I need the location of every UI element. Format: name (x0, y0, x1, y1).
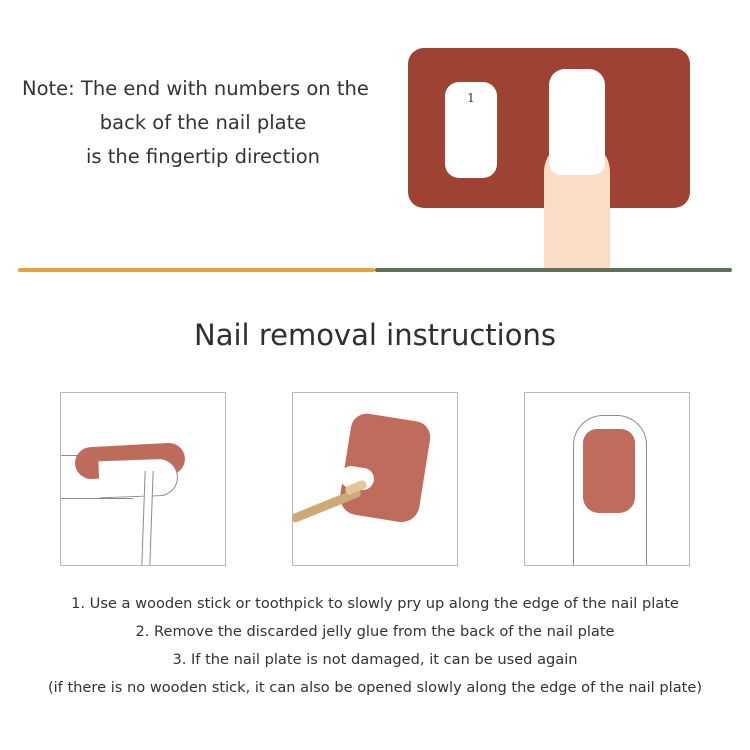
finger-edge-line-bottom (61, 498, 133, 499)
nail-plate-number-left: 1 (467, 90, 475, 105)
finger-outline (98, 458, 178, 499)
divider-left-segment (18, 268, 375, 272)
instruction-panels (0, 392, 750, 566)
nail-plate-shape (583, 429, 635, 513)
instruction-steps (0, 590, 750, 702)
panel-reuse-nail-plate (524, 392, 690, 566)
wooden-stick (141, 471, 153, 565)
nail-plate-right (549, 69, 605, 175)
panel-pry-up-nail (60, 392, 226, 566)
section-divider (18, 268, 732, 272)
note-text-block (18, 72, 388, 174)
note-line-2: back of the nail plate (99, 111, 307, 134)
panel-remove-jelly-glue (292, 392, 458, 566)
section-title: Nail removal instructions (194, 318, 556, 352)
step-2: 2. Remove the discarded jelly glue from the back of the nail plate (135, 623, 615, 640)
step-3: 3. If the nail plate is not damaged, it can be used again (172, 651, 578, 668)
note-section (0, 0, 750, 250)
step-note: (if there is no wooden stick, it can also be opened slowly along the edge of the nail plate) (47, 679, 703, 696)
step-1: 1. Use a wooden stick or toothpick to slowly pry up along the edge of the nail plate (71, 595, 679, 612)
note-line-1: Note: The end with numbers on the (22, 77, 369, 100)
note-line-3: is the fingertip direction (85, 145, 321, 168)
nail-plate-card (408, 48, 690, 208)
divider-right-segment (375, 268, 732, 272)
